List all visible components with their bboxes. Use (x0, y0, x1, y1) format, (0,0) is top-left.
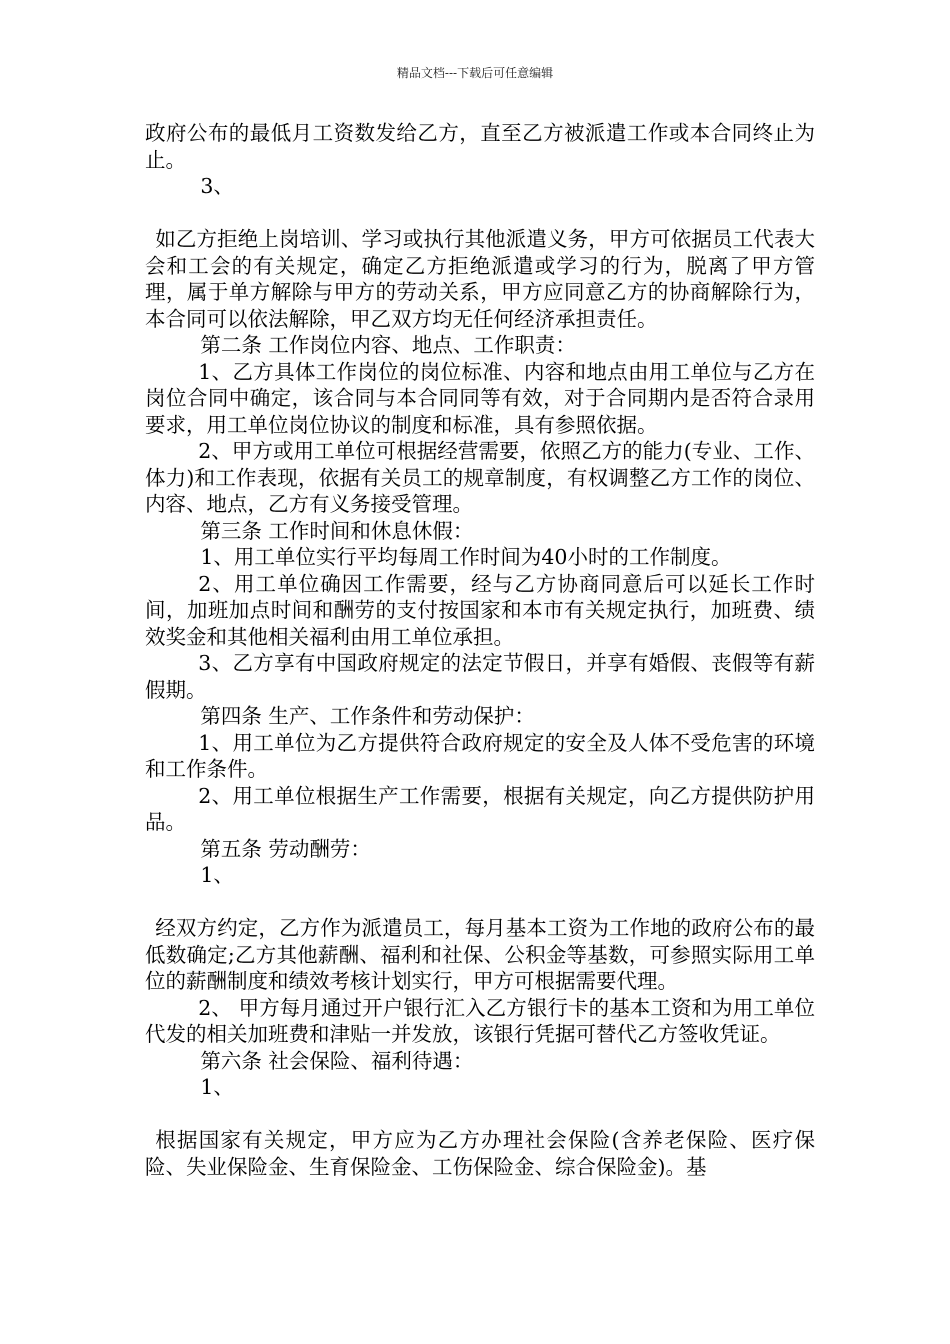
list-number: 3、 (200, 174, 234, 198)
paragraph: 如乙方拒绝上岗培训、学习或执行其他派遣义务，甲方可依据员工代表大会和工会的有关规定，确定乙方拒绝派遣或学习的行为，脱离了甲方管理，属于单方解除与甲方的劳动关系，甲方应同意乙方的协商解除行为，本合同可以依法解除，甲乙双方均无任何经济承担责任。 (145, 227, 815, 331)
paragraph: 1、乙方具体工作岗位的岗位标准、内容和地点由用工单位与乙方在岗位合同中确定，该合同与本合同同等有效，对于合同期内是否符合录用要求，用工单位岗位协议的制度和标准，具有参照依据。 (145, 359, 815, 437)
list-number: 1、 (200, 863, 234, 887)
section-heading: 第六条 社会保险、福利待遇： (200, 1048, 474, 1073)
list-number: 1、 (200, 1075, 234, 1099)
paragraph: 根据国家有关规定，甲方应为乙方办理社会保险(含养老保险、医疗保险、失业保险金、生育保险金、工伤保险金、综合保险金)。基 (145, 1128, 815, 1179)
section-heading: 第三条 工作时间和休息休假： (200, 518, 474, 543)
section-heading: 第四条 生产、工作条件和劳动保护： (200, 704, 535, 728)
paragraph: 2、用工单位确因工作需要，经与乙方协商同意后可以延长工作时间，加班加点时间和酬劳的支付按国家和本市有关规定执行，加班费、绩效奖金和其他相关福利由用工单位承担。 (145, 571, 815, 649)
paragraph: 政府公布的最低月工资数发给乙方，直至乙方被派遣工作或本合同终止为止。 (145, 121, 815, 172)
paragraph: 2、用工单位根据生产工作需要，根据有关规定，向乙方提供防护用品。 (145, 783, 815, 834)
section-heading: 第五条 劳动酬劳： (200, 836, 371, 861)
paragraph: 3、乙方享有中国政府规定的法定节假日，并享有婚假、丧假等有薪假期。 (145, 651, 815, 702)
spacer (145, 889, 815, 916)
page-header: 精品文档---下载后可任意编辑 (396, 66, 554, 80)
paragraph: 经双方约定，乙方作为派遣员工，每月基本工资为工作地的政府公布的最低数确定;乙方其他薪酬、福利和社保、公积金等基数，可参照实际用工单位的薪酬制度和绩效考核计划实行，甲方可根据需要代理。 (145, 916, 815, 993)
spacer (145, 200, 815, 227)
paragraph: 2、甲方或用工单位可根据经营需要，依照乙方的能力(专业、工作、体力)和工作表现，依据有关员工的规章制度，有权调整乙方工作的岗位、内容、地点，乙方有义务接受管理。 (145, 439, 815, 516)
paragraph: 1、用工单位实行平均每周工作时间为40小时的工作制度。 (200, 545, 732, 569)
document-body (145, 120, 815, 1180)
spacer (145, 1101, 815, 1128)
paragraph: 2、 甲方每月通过开户银行汇入乙方银行卡的基本工资和为用工单位代发的相关加班费和津贴一并发放，该银行凭据可替代乙方签收凭证。 (145, 995, 815, 1046)
paragraph: 1、用工单位为乙方提供符合政府规定的安全及人体不受危害的环境和工作条件。 (145, 730, 815, 781)
section-heading: 第二条 工作岗位内容、地点、工作职责： (200, 333, 576, 357)
